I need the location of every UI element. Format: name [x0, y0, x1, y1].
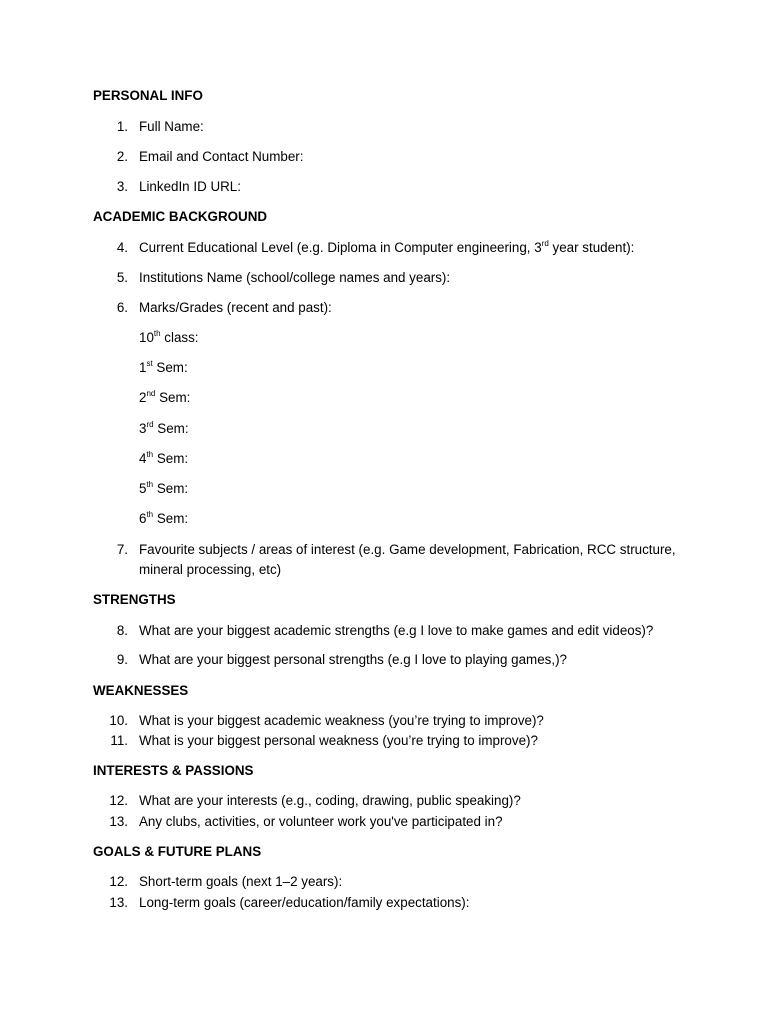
question-number: 9. — [116, 652, 128, 667]
question-text: What are your biggest academic strengths (e.g I love to make games and edit videos)? — [139, 623, 654, 638]
question-text: Long-term goals (career/education/family expectations): — [139, 895, 470, 910]
question-text: Short-term goals (next 1–2 years): — [139, 874, 343, 889]
grade-line-10th: 10th class: — [139, 328, 199, 345]
question-number: 12. — [109, 874, 128, 889]
question-text-line-1: Favourite subjects / areas of interest (e.g. Game development, Fabrication, RCC structure, — [139, 542, 676, 557]
section-heading-goals: GOALS & FUTURE PLANS — [93, 844, 262, 859]
question-text: Full Name: — [139, 119, 204, 134]
question-number: 8. — [116, 623, 128, 638]
question-number: 2. — [116, 149, 128, 164]
question-number: 1. — [116, 119, 128, 134]
grade-line-sem-2: 2nd Sem: — [139, 388, 191, 405]
question-text: LinkedIn ID URL: — [139, 179, 241, 194]
question-number: 12. — [109, 793, 128, 808]
question-number: 4. — [116, 240, 128, 255]
question-text: Current Educational Level (e.g. Diploma in Computer engineering, 3rd year student): — [139, 238, 635, 255]
section-heading-academic-background: ACADEMIC BACKGROUND — [93, 209, 268, 224]
grade-line-sem-1: 1st Sem: — [139, 358, 188, 375]
question-text: Any clubs, activities, or volunteer work you've participated in? — [139, 814, 503, 829]
question-text: Institutions Name (school/college names and years): — [139, 270, 451, 285]
question-text: What is your biggest personal weakness (you’re trying to improve)? — [139, 733, 538, 748]
question-text: What are your interests (e.g., coding, drawing, public speaking)? — [139, 793, 521, 808]
section-heading-interests: INTERESTS & PASSIONS — [93, 763, 254, 778]
grade-line-sem-6: 6th Sem: — [139, 509, 189, 526]
question-text: Marks/Grades (recent and past): — [139, 300, 332, 315]
question-number: 7. — [116, 542, 128, 557]
section-heading-strengths: STRENGTHS — [93, 592, 176, 607]
question-number: 6. — [116, 300, 128, 315]
section-heading-weaknesses: WEAKNESSES — [93, 683, 189, 698]
grade-line-sem-3: 3rd Sem: — [139, 419, 189, 436]
question-number: 13. — [109, 895, 128, 910]
question-number: 11. — [110, 733, 128, 748]
question-text: Email and Contact Number: — [139, 149, 304, 164]
question-number: 5. — [116, 270, 128, 285]
section-heading-personal-info: PERSONAL INFO — [93, 88, 203, 103]
grade-line-sem-4: 4th Sem: — [139, 449, 189, 466]
question-number: 3. — [116, 179, 128, 194]
question-number: 10. — [109, 713, 128, 728]
question-text: What is your biggest academic weakness (you’re trying to improve)? — [139, 713, 544, 728]
question-number: 13. — [109, 814, 128, 829]
grade-line-sem-5: 5th Sem: — [139, 479, 189, 496]
question-text-line-2: mineral processing, etc) — [139, 562, 282, 577]
question-text: What are your biggest personal strengths (e.g I love to playing games,)? — [139, 652, 567, 667]
